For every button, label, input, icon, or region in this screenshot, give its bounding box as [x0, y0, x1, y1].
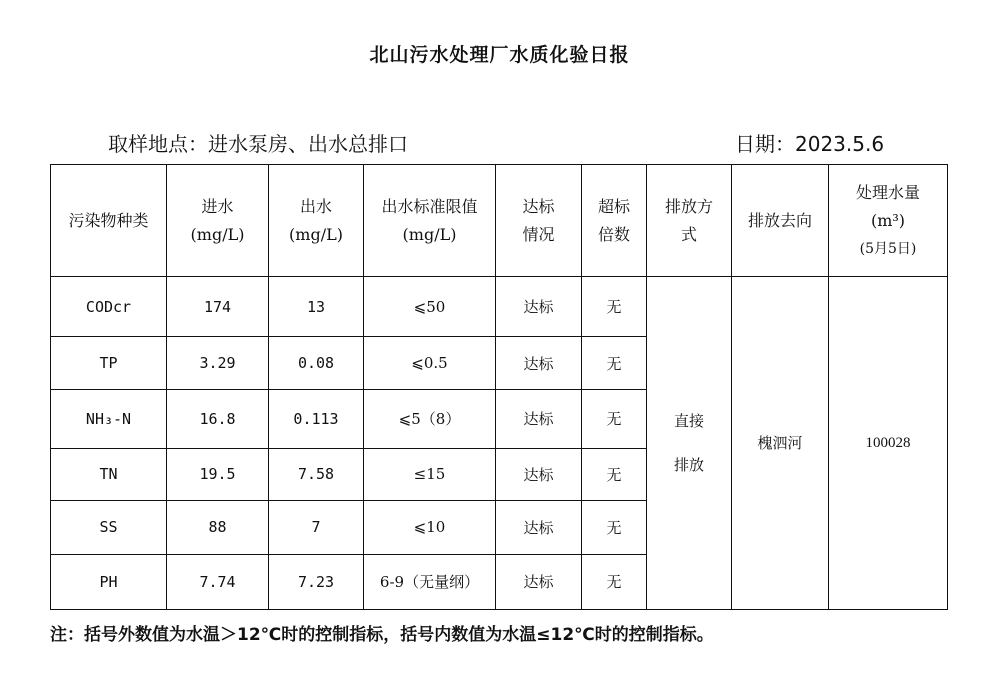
- header-exceed: [582, 165, 647, 277]
- exceed-cell: 无: [582, 277, 647, 337]
- status-cell: 达标: [496, 500, 582, 554]
- exceed-cell: 无: [582, 554, 647, 609]
- discharge-method-line1: 直接: [673, 412, 704, 430]
- inflow-cell: 3.29: [167, 337, 269, 390]
- exceed-cell: 无: [582, 448, 647, 500]
- header-standard: [364, 165, 496, 277]
- status-cell: 达标: [496, 277, 582, 337]
- discharge-method-line2: 排放: [673, 456, 704, 474]
- inflow-cell: 174: [167, 277, 269, 337]
- table-header-row: [51, 165, 948, 277]
- header-exceed-line2: 倍数: [597, 224, 630, 244]
- pollutant-cell: PH: [51, 554, 167, 609]
- pollutant-cell: CODcr: [51, 277, 167, 337]
- discharge-destination-cell: 槐泗河: [732, 277, 829, 610]
- treated-volume-cell: 100028: [829, 277, 948, 610]
- outflow-cell: 7: [269, 500, 364, 554]
- standard-cell: ⩽50: [364, 277, 496, 337]
- status-cell: 达标: [496, 390, 582, 448]
- pollutant-cell: TP: [51, 337, 167, 390]
- report-date: 日期：2023.5.6: [735, 132, 885, 156]
- exceed-cell: 无: [582, 500, 647, 554]
- inflow-cell: 7.74: [167, 554, 269, 609]
- report-title: 北山污水处理厂水质化验日报: [369, 44, 630, 66]
- standard-cell: ⩽0.5: [364, 337, 496, 390]
- outflow-cell: 0.113: [269, 390, 364, 448]
- header-standard-unit: (mg/L): [402, 224, 457, 244]
- header-destination: 排放去向: [732, 165, 829, 277]
- header-method-line1: 排放方: [664, 196, 713, 216]
- exceed-cell: 无: [582, 390, 647, 448]
- status-cell: 达标: [496, 337, 582, 390]
- header-method: [647, 165, 732, 277]
- outflow-cell: 0.08: [269, 337, 364, 390]
- footnote: 注：括号外数值为水温＞12℃时的控制指标，括号内数值为水温≤12℃时的控制指标。: [50, 625, 714, 645]
- standard-cell: ⩽10: [364, 500, 496, 554]
- header-status-line1: 达标: [522, 196, 555, 216]
- inflow-cell: 19.5: [167, 448, 269, 500]
- discharge-method-cell: [647, 277, 732, 610]
- header-inflow-unit: (mg/L): [190, 224, 245, 244]
- pollutant-cell: TN: [51, 448, 167, 500]
- status-cell: 达标: [496, 554, 582, 609]
- pollutant-cell: NH₃-N: [51, 390, 167, 448]
- header-volume: [829, 165, 948, 277]
- inflow-cell: 16.8: [167, 390, 269, 448]
- header-method-line2: 式: [680, 224, 697, 244]
- header-outflow-label: 出水: [299, 196, 332, 216]
- header-status-line2: 情况: [522, 224, 555, 244]
- outflow-cell: 7.58: [269, 448, 364, 500]
- standard-cell: 6-9（无量纲）: [364, 554, 496, 609]
- header-volume-date: (5月5日): [859, 240, 917, 257]
- header-outflow: [269, 165, 364, 277]
- header-inflow: [167, 165, 269, 277]
- status-cell: 达标: [496, 448, 582, 500]
- header-status: [496, 165, 582, 277]
- water-quality-table: [50, 164, 948, 610]
- header-outflow-unit: (mg/L): [289, 224, 343, 244]
- sampling-location: 取样地点：进水泵房、出水总排口: [108, 132, 408, 156]
- header-volume-line2: (m³): [870, 210, 906, 230]
- header-standard-label: 出水标准限值: [381, 196, 478, 216]
- standard-cell: ⩽5（8）: [364, 390, 496, 448]
- inflow-cell: 88: [167, 500, 269, 554]
- standard-cell: ≤15: [364, 448, 496, 500]
- exceed-cell: 无: [582, 337, 647, 390]
- header-exceed-line1: 超标: [597, 196, 630, 216]
- table-row: [51, 277, 948, 337]
- outflow-cell: 7.23: [269, 554, 364, 609]
- header-volume-line1: 处理水量: [855, 182, 920, 202]
- header-pollutant: 污染物种类: [51, 165, 167, 277]
- header-inflow-label: 进水: [201, 196, 234, 216]
- pollutant-cell: SS: [51, 500, 167, 554]
- outflow-cell: 13: [269, 277, 364, 337]
